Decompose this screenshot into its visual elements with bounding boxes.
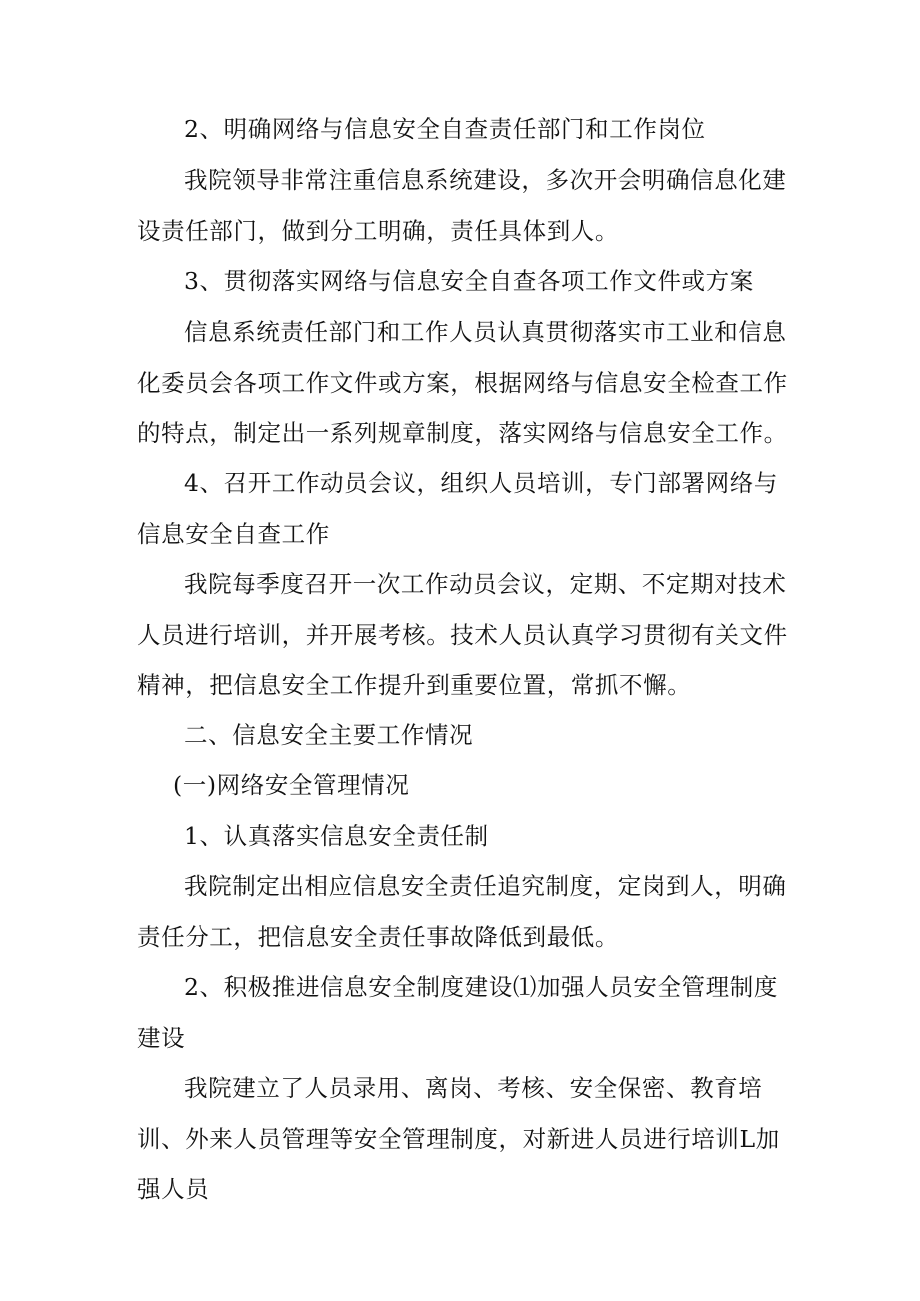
body-paragraph-training: 我院每季度召开一次工作动员会议，定期、不定期对技术人员进行培训，并开展考核。技术人员认真学习贯彻有关文件精神，把信息安全工作提升到重要位置，常抓不懈。 <box>137 570 788 699</box>
heading-responsibility-system: 1、认真落实信息安全责任制 <box>184 822 489 850</box>
body-paragraph-personnel-management: 我院建立了人员录用、离岗、考核、安全保密、教育培训、外来人员管理等安全管理制度，对新进人员进行培训L加强人员 <box>137 1074 780 1203</box>
body-paragraph-accountability: 我院制定出相应信息安全责任追究制度，定岗到人，明确责任分工，把信息安全责任事故降低到最低。 <box>137 872 787 951</box>
heading-responsibility-departments: 2、明确网络与信息安全自查责任部门和工作岗位 <box>184 115 706 143</box>
heading-mobilization-meeting: 4、召开工作动员会议，组织人员培训，专门部署网络与信息安全自查工作 <box>137 469 778 548</box>
body-paragraph-leadership: 我院领导非常注重信息系统建设，多次开会明确信息化建设责任部门，做到分工明确，责任具体到人。 <box>137 166 787 245</box>
body-paragraph-regulations: 信息系统责任部门和工作人员认真贯彻落实市工业和信息化委员会各项工作文件或方案，根据网络与信息安全检查工作的特点，制定出一系列规章制度，落实网络与信息安全工作。 <box>137 318 788 447</box>
heading-system-construction: 2、积极推进信息安全制度建设⑴加强人员安全管理制度建设 <box>137 973 778 1052</box>
heading-implement-documents: 3、贯彻落实网络与信息安全自查各项工作文件或方案 <box>184 267 754 295</box>
section-heading-main-work: 二、信息安全主要工作情况 <box>184 721 474 749</box>
subsection-heading-network-management: (一)网络安全管理情况 <box>173 771 410 799</box>
